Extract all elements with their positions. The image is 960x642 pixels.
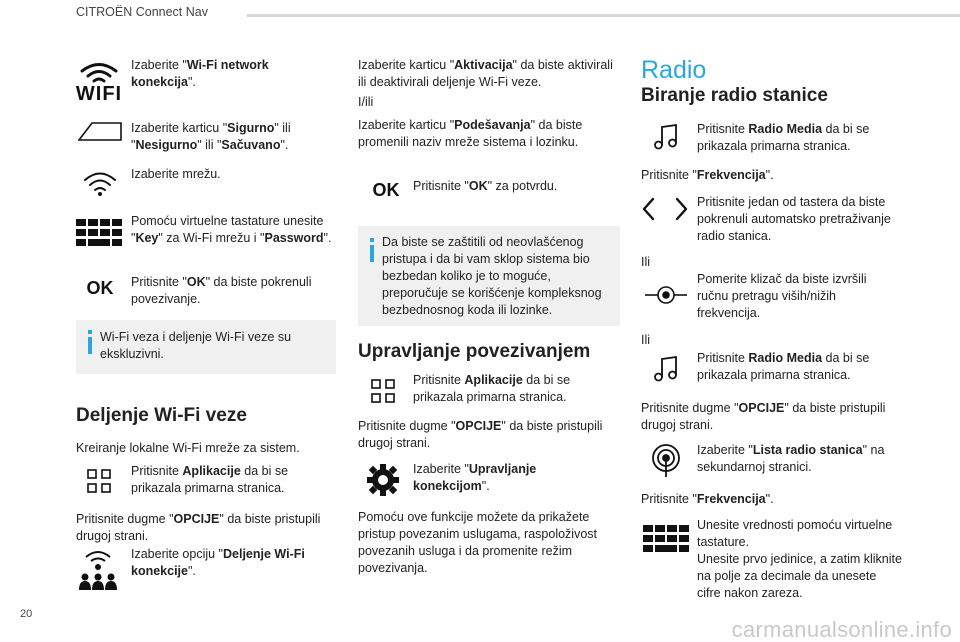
wifi-icon [82,170,118,198]
header-rule [247,14,960,17]
wifi-network-icon [76,60,122,106]
or-label: Ili [641,255,651,269]
keyboard-icon [76,218,122,248]
wifi-label: WIFI [75,83,123,105]
info-text: Wi-Fi veza i deljenje Wi-Fi veze su ekskluzivni. [100,330,292,361]
info-icon [88,330,92,334]
step-confirm-ok: Pritisnite "OK" za potvrdu. [413,179,558,193]
keyboard-icon [643,524,689,554]
step-station-list: Izaberite "Lista radio stanica" na sekundarnoj stranici. [697,443,885,474]
step-enter-frequency: Unesite vrednosti pomoću virtuelne tastature. Unesite prvo jedinice, a zatim kliknite na polje za decimale da unesete cifre nakon zareza. [697,518,902,600]
step-select-network: Izaberite mrežu. [131,167,221,181]
info-box-exclusive [76,320,336,374]
step-radio-media: Pritisnite Radio Media da bi se prikazala primarna stranica. [697,351,870,382]
page-header [0,0,960,28]
step-radio-media: Pritisnite Radio Media da bi se prikazala primarna stranica. [697,122,870,153]
and-or: I/ili [358,95,374,109]
or-label: Ili [641,333,651,347]
tab-icon [78,120,122,142]
step-options: Pritisnite dugme "OPCIJE" da biste pristupili drugoj strani. [358,419,603,450]
step-options: Pritisnite dugme "OPCIJE" da biste pristupili drugoj strani. [76,512,321,543]
radio-station-icon [650,444,682,478]
section-title-wifi-sharing: Deljenje Wi-Fi veze [76,405,247,426]
connection-description: Pomoću ove funkcije možete da prikažete pristup povezanim uslugama, raspoloživost povezanih usluga i da promenite režim povezivanja. [358,510,598,575]
step-manual-seek: Pomerite klizač da biste izvršili ručnu pretragu viših/nižih frekvencija. [697,272,867,320]
ok-icon: OK [372,179,400,200]
wifi-signal-icon [79,62,119,84]
wifi-sharing-intro: Kreiranje lokalne Wi-Fi mreže za sistem. [76,441,300,455]
seek-buttons-icon [640,196,690,222]
step-frequency: Pritisnite "Frekvencija". [641,168,774,182]
step-press-apps: Pritisnite Aplikacije da bi se prikazala primarna stranica. [413,373,571,404]
step-share-wifi: Izaberite opciju "Deljenje Wi-Fi konekcije". [131,547,305,578]
info-text: Da biste se zaštitili od neovlašćenog pristupa i da bi vam sklop sistema bio bezbedan koliko je to moguće, preporučuje se korišćenje kompleksnog bezbednosnog koda ili lozinke. [382,235,602,317]
ok-icon: OK [86,277,114,298]
step-frequency: Pritisnite "Frekvencija". [641,492,774,506]
step-enter-key: Pomoću virtuelne tastature unesite "Key" za Wi-Fi mrežu i "Password". [131,214,332,245]
connection-settings-icon [365,462,401,498]
step-auto-seek: Pritisnite jedan od tastera da biste pokrenuli automatsko pretraživanje radio stanica. [697,195,891,243]
music-note-icon [653,356,679,382]
step-security-tab: Izaberite karticu "Sigurno" ili "Nesigurno" ili "Sačuvano". [131,121,291,152]
step-options: Pritisnite dugme "OPCIJE" da biste pristupili drugoj strani. [641,401,886,432]
info-box-security [358,226,620,326]
watermark: carmanualsonline.info [731,617,952,642]
step-wifi-network: Izaberite "Wi-Fi network konekcija". [131,58,269,89]
step-press-apps: Pritisnite Aplikacije da bi se prikazala primarna stranica. [131,464,289,495]
radio-title: Radio [641,56,707,84]
section-title-connection-management: Upravljanje povezivanjem [358,341,591,362]
apps-icon [86,468,112,494]
step-manage-connection: Izaberite "Upravljanje konekcijom". [413,462,537,493]
step-press-ok: Pritisnite "OK" da biste pokrenuli povezivanje. [131,275,312,306]
slider-icon [645,284,687,306]
step-activation: Izaberite karticu "Aktivacija" da biste aktivirali ili deaktivirali deljenje Wi-Fi veze. [358,58,613,89]
header-title: CITROËN Connect Nav [76,5,208,19]
apps-icon [370,378,396,404]
section-title-station-selection: Biranje radio stanice [641,85,828,106]
step-settings: Izaberite karticu "Podešavanja" da biste promenili naziv mreže sistema i lozinku. [358,118,583,149]
info-icon [370,238,374,242]
wifi-sharing-icon [76,548,120,592]
music-note-icon [653,124,679,150]
page-number: 20 [20,608,33,620]
